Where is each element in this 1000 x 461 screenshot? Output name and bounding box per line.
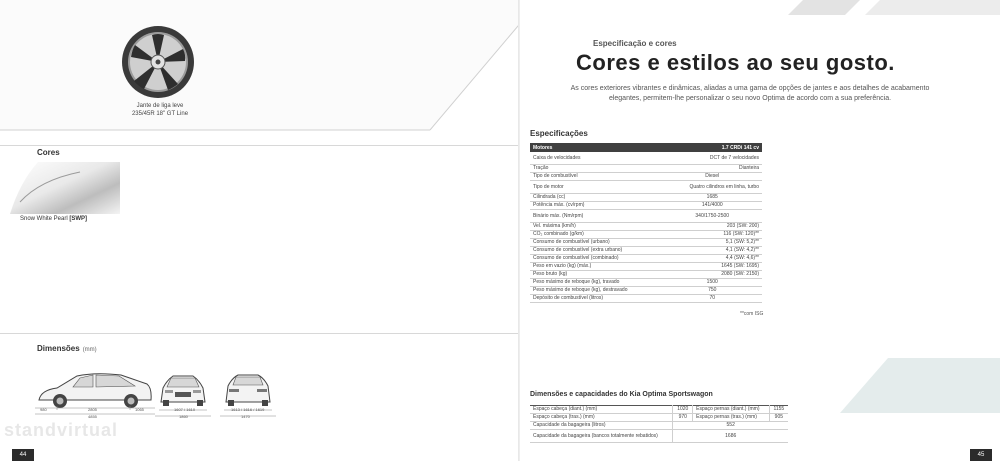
section-kicker: Especificação e cores bbox=[593, 39, 677, 48]
alloy-wheel-image bbox=[118, 22, 198, 102]
spec-row-label: Consumo de combustível (extra urbano) bbox=[530, 247, 662, 255]
spec-row-value: 1645 (SW: 1695) bbox=[662, 263, 762, 271]
wheel-caption-type: Jante de liga leve bbox=[136, 103, 184, 109]
spec-row-value: DCT de 7 velocidades bbox=[662, 152, 762, 165]
spec-row bbox=[530, 165, 762, 173]
spec-row bbox=[530, 152, 762, 165]
spec-row-label: Cilindrada (cc) bbox=[530, 194, 662, 202]
dimensions-title bbox=[37, 344, 97, 353]
spec-row-label: Peso bruto (kg) bbox=[530, 271, 662, 279]
watermark: standvirtual bbox=[4, 420, 119, 440]
color-name: Snow White Pearl bbox=[20, 216, 68, 222]
dimensions-unit: (mm) bbox=[82, 347, 97, 353]
dim-row bbox=[530, 406, 788, 414]
capacity-value: 552 bbox=[673, 422, 788, 430]
spec-row bbox=[530, 202, 762, 210]
intro-paragraph: As cores exteriores vibrantes e dinâmicas, aliadas a uma gama de opções de jantes e aos detalhes de acabamento elegantes, permitem-lhe personalizar o seu novo Optima de acordo com a sua preferência. bbox=[570, 85, 930, 102]
color-code: [SWP] bbox=[69, 216, 88, 222]
spec-row bbox=[530, 194, 762, 202]
spec-row-label: Tração bbox=[530, 165, 662, 173]
side-dim-length: 4855 bbox=[88, 414, 97, 419]
dim-value: 1155 bbox=[769, 406, 788, 414]
page-number-left: 44 bbox=[12, 449, 34, 461]
spec-row-value: 2080 (SW: 2150) bbox=[662, 271, 762, 279]
dim-label: Espaço pernas (diant.) (mm) bbox=[693, 406, 770, 414]
wheel-caption-size: 235/45R 18" GT Line bbox=[131, 111, 189, 117]
spec-row-value: 116 (SW: 120)** bbox=[662, 231, 762, 239]
spec-header-value: 1.7 CRDi 141 cv bbox=[662, 143, 762, 152]
dim-value: 905 bbox=[769, 414, 788, 422]
color-caption bbox=[20, 216, 87, 222]
spec-row-label: Binário máx. (Nm/rpm) bbox=[530, 210, 662, 223]
spec-header-row bbox=[530, 143, 762, 152]
dimensions-title-text: Dimensões bbox=[37, 344, 80, 353]
spec-header-label: Motores bbox=[530, 143, 662, 152]
spec-row-label: Potência máx. (cv/rpm) bbox=[530, 202, 662, 210]
spec-row bbox=[530, 231, 762, 239]
bottom-right-stripe bbox=[840, 358, 1000, 448]
dim-label: Espaço pernas (tras.) (mm) bbox=[693, 414, 770, 422]
spec-row-value: 4,4 (SW: 4,6)** bbox=[662, 255, 762, 263]
spec-row-value: 70 bbox=[662, 295, 762, 303]
spec-table bbox=[530, 143, 762, 303]
page-headline: Cores e estilos ao seu gosto. bbox=[576, 50, 895, 75]
spec-table-body bbox=[530, 152, 762, 303]
rear-dim-height: 1470 bbox=[241, 414, 250, 419]
top-right-stripes bbox=[520, 0, 1000, 30]
dimensions-table-body bbox=[530, 406, 788, 443]
side-dim-wheelbase: 2805 bbox=[88, 407, 97, 412]
dim-value: 970 bbox=[673, 414, 693, 422]
wheel-caption bbox=[110, 102, 210, 118]
spec-row-value: Diesel bbox=[662, 173, 762, 181]
front-dim-width: 1860 bbox=[179, 414, 188, 419]
spec-row bbox=[530, 287, 762, 295]
dim-row bbox=[530, 414, 788, 422]
capacity-label: Capacidade da bagageira (bancos totalmente rebatidos) bbox=[530, 430, 673, 443]
spec-row-label: Caixa de velocidades bbox=[530, 152, 662, 165]
spec-row bbox=[530, 173, 762, 181]
colors-title: Cores bbox=[37, 148, 60, 157]
spec-row-label: Peso em vazio (kg) (máx.) bbox=[530, 263, 662, 271]
spec-row-value: 141/4000 bbox=[662, 202, 762, 210]
spec-row-label: Vel. máxima (km/h) bbox=[530, 223, 662, 231]
spec-row bbox=[530, 223, 762, 231]
capacity-row bbox=[530, 422, 788, 430]
dim-label: Espaço cabeça (diant.) (mm) bbox=[530, 406, 673, 414]
spec-row bbox=[530, 181, 762, 194]
dim-title: Dimensões e capacidades do Kia Optima Sportswagon bbox=[530, 391, 713, 398]
car-side-view bbox=[35, 370, 155, 420]
side-dim-overhang-front: 980 bbox=[40, 407, 47, 412]
front-dim-track: 1607 / 1610 bbox=[174, 407, 196, 412]
spec-row-value: 1500 bbox=[662, 279, 762, 287]
colors-divider bbox=[0, 145, 520, 146]
spec-row-label: Peso máximo de reboque (kg), destravado bbox=[530, 287, 662, 295]
spec-row bbox=[530, 295, 762, 303]
spec-row-label: Tipo de combustível bbox=[530, 173, 662, 181]
spec-row bbox=[530, 263, 762, 271]
spec-row-value: 4,1 (SW: 4,2)** bbox=[662, 247, 762, 255]
dim-value: 1020 bbox=[673, 406, 693, 414]
spec-row bbox=[530, 255, 762, 263]
spec-row-value: 340/1750-2500 bbox=[662, 210, 762, 223]
capacity-row bbox=[530, 430, 788, 443]
spec-row-label: Peso máximo de reboque (kg), travado bbox=[530, 279, 662, 287]
spec-row-value: 750 bbox=[662, 287, 762, 295]
spec-row bbox=[530, 239, 762, 247]
spec-row-value: 5,1 (SW: 5,2)** bbox=[662, 239, 762, 247]
spec-row bbox=[530, 247, 762, 255]
spec-row-label: Consumo de combustível (urbano) bbox=[530, 239, 662, 247]
spec-row-label: Tipo de motor bbox=[530, 181, 662, 194]
spec-footnote: **com ISG bbox=[740, 311, 764, 317]
rear-dim-track: 1613 / 1616 / 1619 bbox=[231, 407, 265, 412]
spec-row bbox=[530, 210, 762, 223]
paint-swatch bbox=[10, 162, 120, 214]
spec-row-label: CO₂ combinado (g/km) bbox=[530, 231, 662, 239]
side-dim-overhang-rear: 1065 bbox=[135, 407, 144, 412]
spec-row-value: Quatro cilindros em linha, turbo bbox=[662, 181, 762, 194]
dimensions-divider bbox=[0, 333, 520, 334]
spec-row bbox=[530, 271, 762, 279]
spec-row-label: Depósito de combustível (litros) bbox=[530, 295, 662, 303]
spec-row bbox=[530, 279, 762, 287]
capacity-label: Capacidade da bagageira (litros) bbox=[530, 422, 673, 430]
dimensions-table bbox=[530, 405, 788, 443]
spec-row-label: Consumo de combustível (combinado) bbox=[530, 255, 662, 263]
spec-title: Especificações bbox=[530, 129, 588, 138]
dim-label: Espaço cabeça (tras.) (mm) bbox=[530, 414, 673, 422]
page-number-right: 45 bbox=[970, 449, 992, 461]
spec-row-value: 203 (SW: 200) bbox=[662, 223, 762, 231]
spec-row-value: 1685 bbox=[662, 194, 762, 202]
spec-row-value: Dianteira bbox=[662, 165, 762, 173]
capacity-value: 1686 bbox=[673, 430, 788, 443]
